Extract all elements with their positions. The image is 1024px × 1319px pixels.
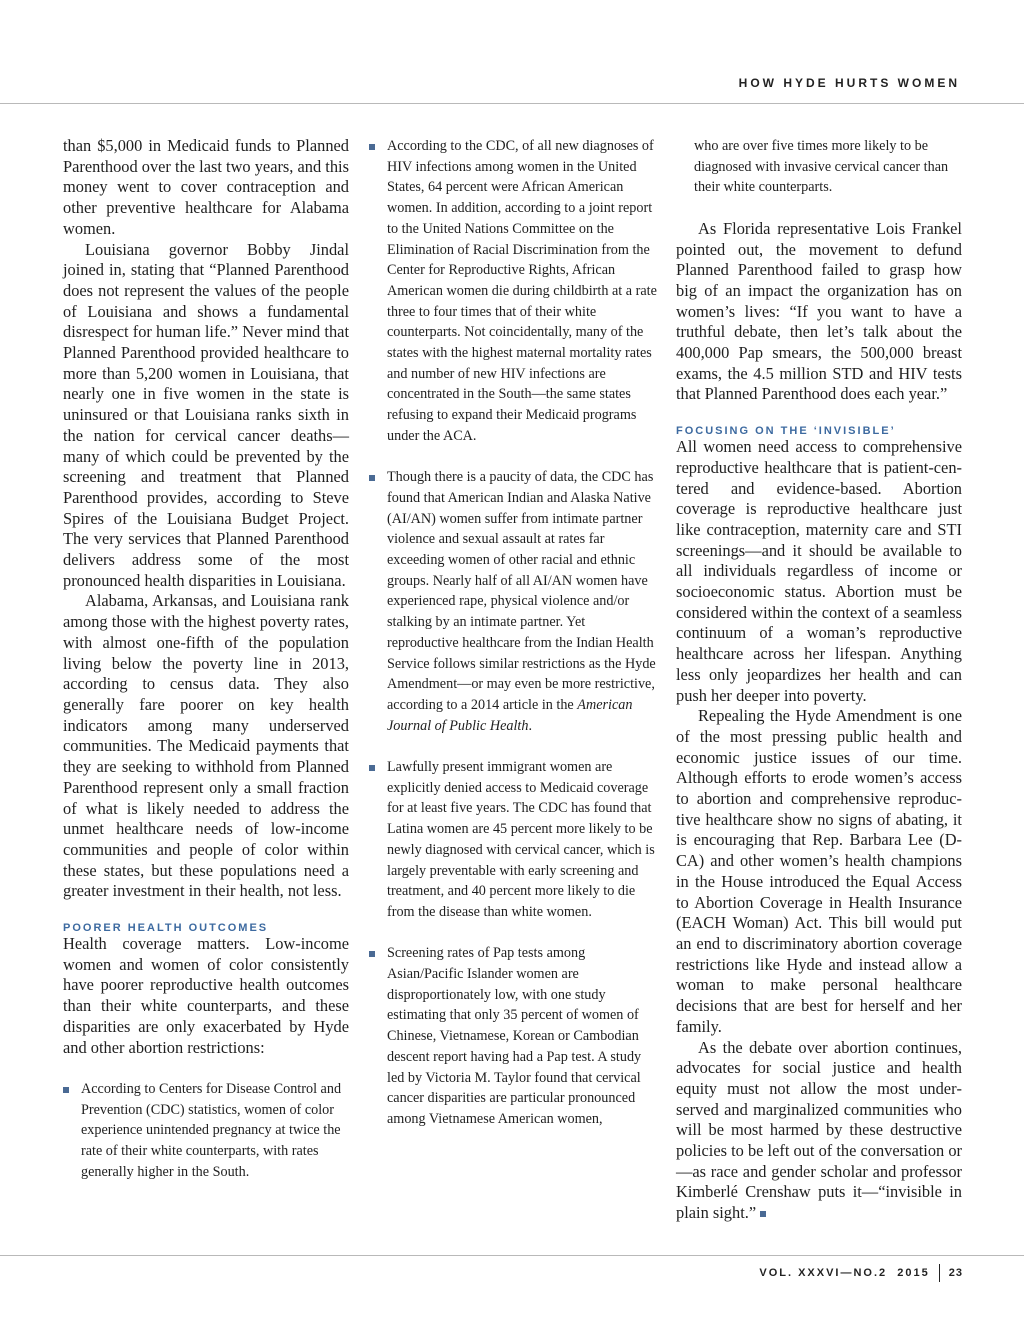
paragraph: Health coverage matters. Low-income women and women of color consistently have poorer reproductive health outcomes than their white counterparts, and these disparities are only exacerbated by Hyde and other abortion restrictions: — [63, 934, 349, 1057]
footer-divider — [0, 1255, 1024, 1256]
bullet-square-icon — [63, 1087, 69, 1093]
page-footer — [759, 1264, 963, 1282]
list-item: According to Centers for Disease Control and Prevention (CDC) statistics, women of color experience unintended pregnancy at twice the rate of their white counterparts, with rates generally higher in the South. — [63, 1079, 349, 1183]
journal-title: American Journal of Public Health — [387, 696, 633, 734]
section-heading-focusing-on-the-invisible: FOCUSING ON THE ‘INVISIBLE’ — [676, 425, 896, 438]
paragraph: than $5,000 in Medicaid funds to Planned Parenthood over the last two years, and this money went to cover contraception and other preventive healthcare for Alabama women. — [63, 136, 349, 238]
paragraph: Louisiana governor Bobby Jindal joined in, stating that “Planned Parenthood does not represent the values of the people of Louisiana and shows a fundamental disrespect for human life.” Never mind that Planned Parenthood provided healthcare to more than 5,200 women in Louisiana, that nearly one in five women in the state is uninsured or that Louisiana ranks sixth in the nation for cervical cancer deaths—many of which could be prevented by the screening and treatment that Planned Parenthood provides, according to Steve Spires of the Louisiana Budget Project. The very services that Planned Parenthood delivers address some of the most pronounced health disparities in Louisiana. — [63, 239, 349, 590]
bullet-list — [63, 1079, 349, 1183]
paragraph: As the debate over abortion continues, advocates for social justice and health equity must not allow the most underserved and marginalized communities who will be most harmed by these destructive policies to be left out of the conversation or—as race and gender scholar and professor Kimberlé Crenshaw puts it—“invisible in plain sight.” — [676, 1037, 962, 1223]
issue-label: VOL. XXXVI—NO.2 2015 — [759, 1267, 930, 1279]
header-divider — [0, 103, 1024, 104]
list-item-continuation: who are over five times more likely to be diagnosed with invasive cervical cancer than their white counterparts. — [694, 138, 949, 196]
end-mark-icon — [760, 1211, 766, 1217]
list-item: Though there is a paucity of data, the CDC has found that American Indian and Alaska Native (AI/AN) women suffer from intimate partner violence and sexual assault at rates far exceeding women of other racial and ethnic groups. Nearly half of all AI/AN women have experienced rape, physical violence and/or stalking by an intimate partner. Yet reproductive healthcare from the Indian Health Service follows similar restrictions as the Hyde Amendment—or may even be more restrictive, according to a 2014 article in the American Journal of Public Health. — [369, 467, 657, 736]
section-heading-poorer-health-outcomes: POORER HEALTH OUTCOMES — [63, 922, 269, 935]
bullet-square-icon — [369, 951, 375, 957]
column-2 — [369, 136, 657, 1150]
paragraph: Alabama, Arkansas, and Louisiana rank among those with the highest poverty rates, with almost one-fifth of the population living below the poverty line in 2013, according to census data. They also generally fare poorer on key health indicators among many underserved communities. The Medicaid payments that they are seeking to withhold from Planned Parenthood represent only a small fraction of what is likely needed to address the unmet healthcare needs of low-income communities and people of color within these states, but these populations need a greater investment in their health, not less. — [63, 591, 349, 901]
paragraph: As Florida representative Lois Frankel pointed out, the movement to defund Planned Parenthood failed to grasp how big of an impact the organization has on women’s lives: “If you want to have a truthful debate, then let’s talk about the 400,000 Pap smears, the 500,000 breast exams, the 4.5 million STD and HIV tests that Planned Parenthood does each year.” — [676, 218, 962, 404]
paragraph: Repealing the Hyde Amendment is one of the most pressing public health and economic justice issues of our time. Although efforts to erode women’s access to abortion and comprehensive reproductive healthcare show no signs of abating, it is encouraging that Rep. Barbara Lee (D-CA) and other women’s health champions in the House introduced the Equal Access to Abortion Coverage in Health Insurance (EACH Woman) Act. This bill would put an end to discriminatory abortion coverage restrictions like Hyde and instead allow a woman to make personal healthcare decisions that are best for herself and her family. — [676, 706, 962, 1036]
running-head: HOW HYDE HURTS WOMEN — [738, 76, 960, 90]
bullet-square-icon — [369, 765, 375, 771]
paragraph: All women need access to comprehensive reproductive healthcare that is patient-centered and evidence-based. Abortion coverage is reproductive healthcare just like contraception, maternity care and STI screenings—and it should be available to all individuals regardless of income or socioeconomic status. Abortion must be considered within the context of a seamless continuum of a woman’s reproductive healthcare across her lifespan. Anything less only jeopardizes her health and can push her deeper into poverty. — [676, 437, 962, 705]
column-3 — [676, 136, 962, 1224]
page-number: 23 — [948, 1267, 963, 1279]
bullet-square-icon — [369, 475, 375, 481]
bullet-square-icon — [369, 144, 375, 150]
footer-separator — [939, 1264, 940, 1282]
list-item: Screening rates of Pap tests among Asian/Pacific Islander women are disproportionately low, with one study estimating that only 35 percent of women of Chinese, Vietnamese, Korean or Cambodian descent report having had a Pap test. A study led by Victoria M. Taylor found that cervical cancer disparities are particular pronounced among Vietnamese American women, — [369, 943, 657, 1129]
column-1 — [63, 136, 349, 1203]
list-item: Lawfully present immigrant women are explicitly denied access to Medicaid coverage for at least five years. The CDC has found that Latina women are 45 percent more likely to be newly diagnosed with cervical cancer, which is largely preventable with early screening and treatment, and 40 percent more likely to die from the disease than white women. — [369, 757, 657, 923]
list-item: According to the CDC, of all new diagnoses of HIV infections among women in the United States, 64 percent were African American women. In addition, according to a joint report to the United Nations Committee on the Elimination of Racial Discrimination from the Center for Reproductive Rights, African American women die during childbirth at a rate three to four times that of their white counterparts. Not coincidentally, many of the states with the highest maternal mortality rates and number of new HIV infections are concentrated in the South—the same states refusing to expand their Medicaid programs under the ACA. — [369, 136, 657, 447]
bullet-list — [369, 136, 657, 1130]
